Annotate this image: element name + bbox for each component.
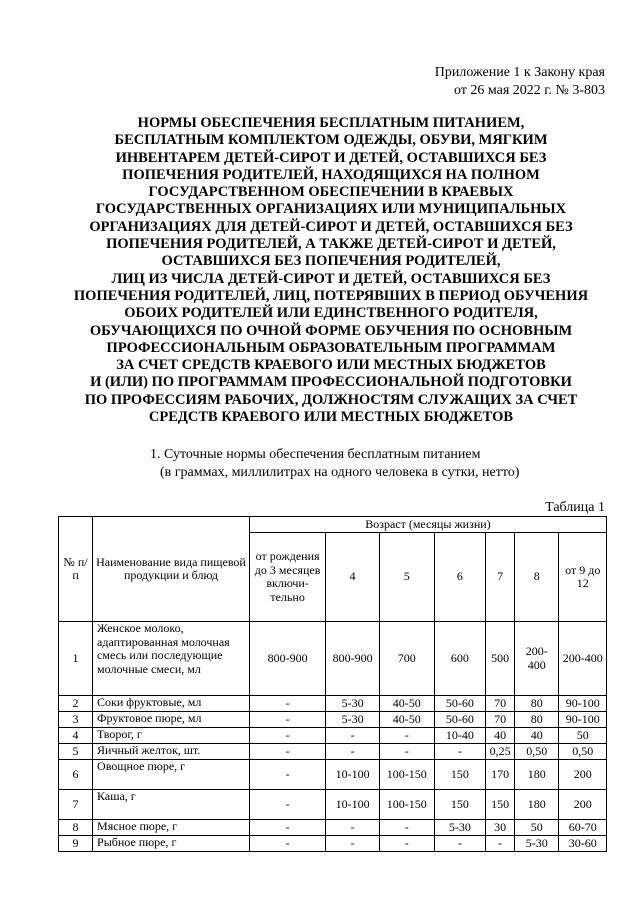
row-norm-value: 40 [486, 728, 515, 744]
row-product-name: Женское молоко, адаптированная молочная смесь или последующие молочные смеси, мл [93, 622, 250, 696]
row-norm-value: 50 [515, 820, 559, 836]
section-title: 1. Суточные нормы обеспечения бесплатным питанием [150, 447, 481, 462]
row-product-name: Рыбное пюре, г [93, 836, 250, 852]
title-line: ПО ПРОФЕССИЯМ РАБОЧИХ, ДОЛЖНОСТЯМ СЛУЖАЩИХ ЗА СЧЕТ [84, 391, 578, 408]
row-norm-value: 90-100 [559, 696, 607, 712]
row-norm-value: - [379, 744, 434, 760]
row-norm-value: 10-100 [326, 790, 380, 820]
table-row [59, 728, 607, 744]
row-norm-value: 180 [515, 790, 559, 820]
header-num: № п/п [59, 517, 93, 622]
row-norm-value: 0,50 [559, 744, 607, 760]
title-line: ПОПЕЧЕНИЯ РОДИТЕЛЕЙ, ЛИЦ, ПОТЕРЯВШИХ В ПЕРИОД ОБУЧЕНИЯ [73, 287, 589, 304]
row-norm-value: 700 [379, 622, 434, 696]
row-number: 4 [59, 728, 93, 744]
row-norm-value: 100-150 [379, 760, 434, 790]
row-norm-value: 180 [515, 760, 559, 790]
row-norm-value: 800-900 [249, 622, 325, 696]
row-norm-value: - [434, 836, 486, 852]
row-norm-value: 30 [486, 820, 515, 836]
row-norm-value: 150 [434, 790, 486, 820]
header-age-col: 5 [379, 533, 434, 622]
row-norm-value: 40-50 [379, 696, 434, 712]
row-norm-value: - [434, 744, 486, 760]
header-age-col: 4 [326, 533, 380, 622]
row-norm-value: 150 [486, 790, 515, 820]
row-norm-value: 600 [434, 622, 486, 696]
table-row [59, 760, 607, 790]
title-line: ОСТАВШИХСЯ БЕЗ ПОПЕЧЕНИЯ РОДИТЕЛЕЙ, [161, 253, 501, 270]
row-norm-value: 10-40 [434, 728, 486, 744]
row-number: 6 [59, 760, 93, 790]
row-norm-value: - [326, 744, 380, 760]
title-line: СРЕДСТВ КРАЕВОГО ИЛИ МЕСТНЫХ БЮДЖЕТОВ [148, 409, 514, 426]
row-norm-value: 0,25 [486, 744, 515, 760]
row-norm-value: - [249, 836, 325, 852]
row-norm-value: 10-100 [326, 760, 380, 790]
row-norm-value: 30-60 [559, 836, 607, 852]
row-norm-value: 0,50 [515, 744, 559, 760]
appendix-line-2: от 26 мая 2022 г. № 3-803 [453, 83, 605, 98]
row-norm-value: 70 [486, 696, 515, 712]
title-line: ОБУЧАЮЩИХСЯ ПО ОЧНОЙ ФОРМЕ ОБУЧЕНИЯ ПО ОСНОВНЫМ [89, 322, 573, 339]
table-row [59, 836, 607, 852]
row-norm-value: 170 [486, 760, 515, 790]
row-number: 8 [59, 820, 93, 836]
row-norm-value: 80 [515, 696, 559, 712]
title-line: ОБОИХ РОДИТЕЛЕЙ ИЛИ ЕДИНСТВЕННОГО РОДИТЕЛЯ, [124, 305, 538, 322]
row-number: 5 [59, 744, 93, 760]
title-line: ЗА СЧЕТ СРЕДСТВ КРАЕВОГО ИЛИ МЕСТНЫХ БЮДЖЕТОВ [116, 357, 546, 374]
row-norm-value: 200 [559, 790, 607, 820]
row-norm-value: - [486, 836, 515, 852]
row-norm-value: 5-30 [326, 712, 380, 728]
row-product-name: Мясное пюре, г [93, 820, 250, 836]
row-norm-value: - [326, 836, 380, 852]
row-norm-value: 60-70 [559, 820, 607, 836]
title-line: ПОПЕЧЕНИЯ РОДИТЕЛЕЙ, А ТАКЖЕ ДЕТЕЙ-СИРОТ И ДЕТЕЙ, [106, 236, 556, 253]
table-row [59, 790, 607, 820]
title-line: БЕСПЛАТНЫМ КОМПЛЕКТОМ ОДЕЖДЫ, ОБУВИ, МЯГКИМ [114, 132, 548, 149]
row-norm-value: - [326, 820, 380, 836]
nutrition-norms-table [58, 516, 607, 852]
title-line: ЛИЦ ИЗ ЧИСЛА ДЕТЕЙ-СИРОТ И ДЕТЕЙ, ОСТАВШИХСЯ БЕЗ [111, 270, 551, 287]
row-number: 1 [59, 622, 93, 696]
table-row [59, 622, 607, 696]
header-age-col: от 9 до 12 [559, 533, 607, 622]
row-norm-value: - [249, 790, 325, 820]
appendix-note [345, 64, 605, 100]
header-age-col: 7 [486, 533, 515, 622]
section-units-note: (в граммах, миллилитрах на одного человека в сутки, нетто) [160, 465, 520, 480]
row-norm-value: 50-60 [434, 696, 486, 712]
table-row [59, 696, 607, 712]
row-norm-value: 5-30 [326, 696, 380, 712]
section-heading [150, 446, 610, 482]
row-product-name: Фруктовое пюре, мл [93, 712, 250, 728]
title-line: ОРГАНИЗАЦИЯХ ДЛЯ ДЕТЕЙ-СИРОТ И ДЕТЕЙ, ОСТАВШИХСЯ БЕЗ [89, 218, 573, 235]
table-row [59, 744, 607, 760]
table-label: Таблица 1 [545, 500, 605, 515]
row-norm-value: - [379, 836, 434, 852]
table-header-row [59, 517, 607, 533]
row-norm-value: - [249, 760, 325, 790]
row-number: 3 [59, 712, 93, 728]
row-norm-value: 100-150 [379, 790, 434, 820]
row-norm-value: 40-50 [379, 712, 434, 728]
row-norm-value: 80 [515, 712, 559, 728]
row-norm-value: 500 [486, 622, 515, 696]
row-norm-value: 5-30 [434, 820, 486, 836]
row-norm-value: - [249, 696, 325, 712]
header-age-group: Возраст (месяцы жизни) [249, 517, 606, 533]
title-line: ГОСУДАРСТВЕННЫХ ОРГАНИЗАЦИЯХ ИЛИ МУНИЦИПАЛЬНЫХ [95, 201, 567, 218]
row-norm-value: - [249, 820, 325, 836]
row-number: 7 [59, 790, 93, 820]
header-age-col: 6 [434, 533, 486, 622]
row-norm-value: 90-100 [559, 712, 607, 728]
row-norm-value: 200-400 [515, 622, 559, 696]
header-product-name: Наименование вида пищевой продукции и блюд [93, 517, 250, 622]
header-age-col: от рождения до 3 месяцев включи-тельно [249, 533, 325, 622]
row-norm-value: - [249, 712, 325, 728]
row-norm-value: 800-900 [326, 622, 380, 696]
title-line: И (ИЛИ) ПО ПРОГРАММАМ ПРОФЕССИОНАЛЬНОЙ ПОДГОТОВКИ [90, 374, 572, 391]
row-number: 2 [59, 696, 93, 712]
title-line: ИНВЕНТАРЕМ ДЕТЕЙ-СИРОТ И ДЕТЕЙ, ОСТАВШИХСЯ БЕЗ [115, 149, 547, 166]
row-norm-value: 200 [559, 760, 607, 790]
row-product-name: Яичный желток, шт. [93, 744, 250, 760]
title-line: ПОПЕЧЕНИЯ РОДИТЕЛЕЙ, НАХОДЯЩИХСЯ НА ПОЛНОМ [122, 166, 540, 183]
row-product-name: Соки фруктовые, мл [93, 696, 250, 712]
row-norm-value: - [249, 728, 325, 744]
row-norm-value: 40 [515, 728, 559, 744]
table-body [59, 622, 607, 852]
row-norm-value: - [249, 744, 325, 760]
table-row [59, 712, 607, 728]
appendix-line-1: Приложение 1 к Закону края [434, 65, 605, 80]
row-norm-value: 150 [434, 760, 486, 790]
row-norm-value: 50-60 [434, 712, 486, 728]
row-product-name: Каша, г [93, 790, 250, 820]
row-norm-value: 200-400 [559, 622, 607, 696]
row-norm-value: 5-30 [515, 836, 559, 852]
row-number: 9 [59, 836, 93, 852]
row-product-name: Творог, г [93, 728, 250, 744]
row-norm-value: 70 [486, 712, 515, 728]
table-row [59, 820, 607, 836]
header-age-col: 8 [515, 533, 559, 622]
title-line: НОРМЫ ОБЕСПЕЧЕНИЯ БЕСПЛАТНЫМ ПИТАНИЕМ, [137, 115, 525, 131]
row-norm-value: - [326, 728, 380, 744]
document-title [40, 115, 622, 426]
row-norm-value: - [379, 820, 434, 836]
row-norm-value: 50 [559, 728, 607, 744]
title-line: ГОСУДАРСТВЕННОМ ОБЕСПЕЧЕНИИ В КРАЕВЫХ [148, 184, 514, 201]
row-product-name: Овощное пюре, г [93, 760, 250, 790]
row-norm-value: - [379, 728, 434, 744]
title-line: ПРОФЕССИОНАЛЬНЫМ ОБРАЗОВАТЕЛЬНЫМ ПРОГРАММАМ [106, 339, 556, 356]
